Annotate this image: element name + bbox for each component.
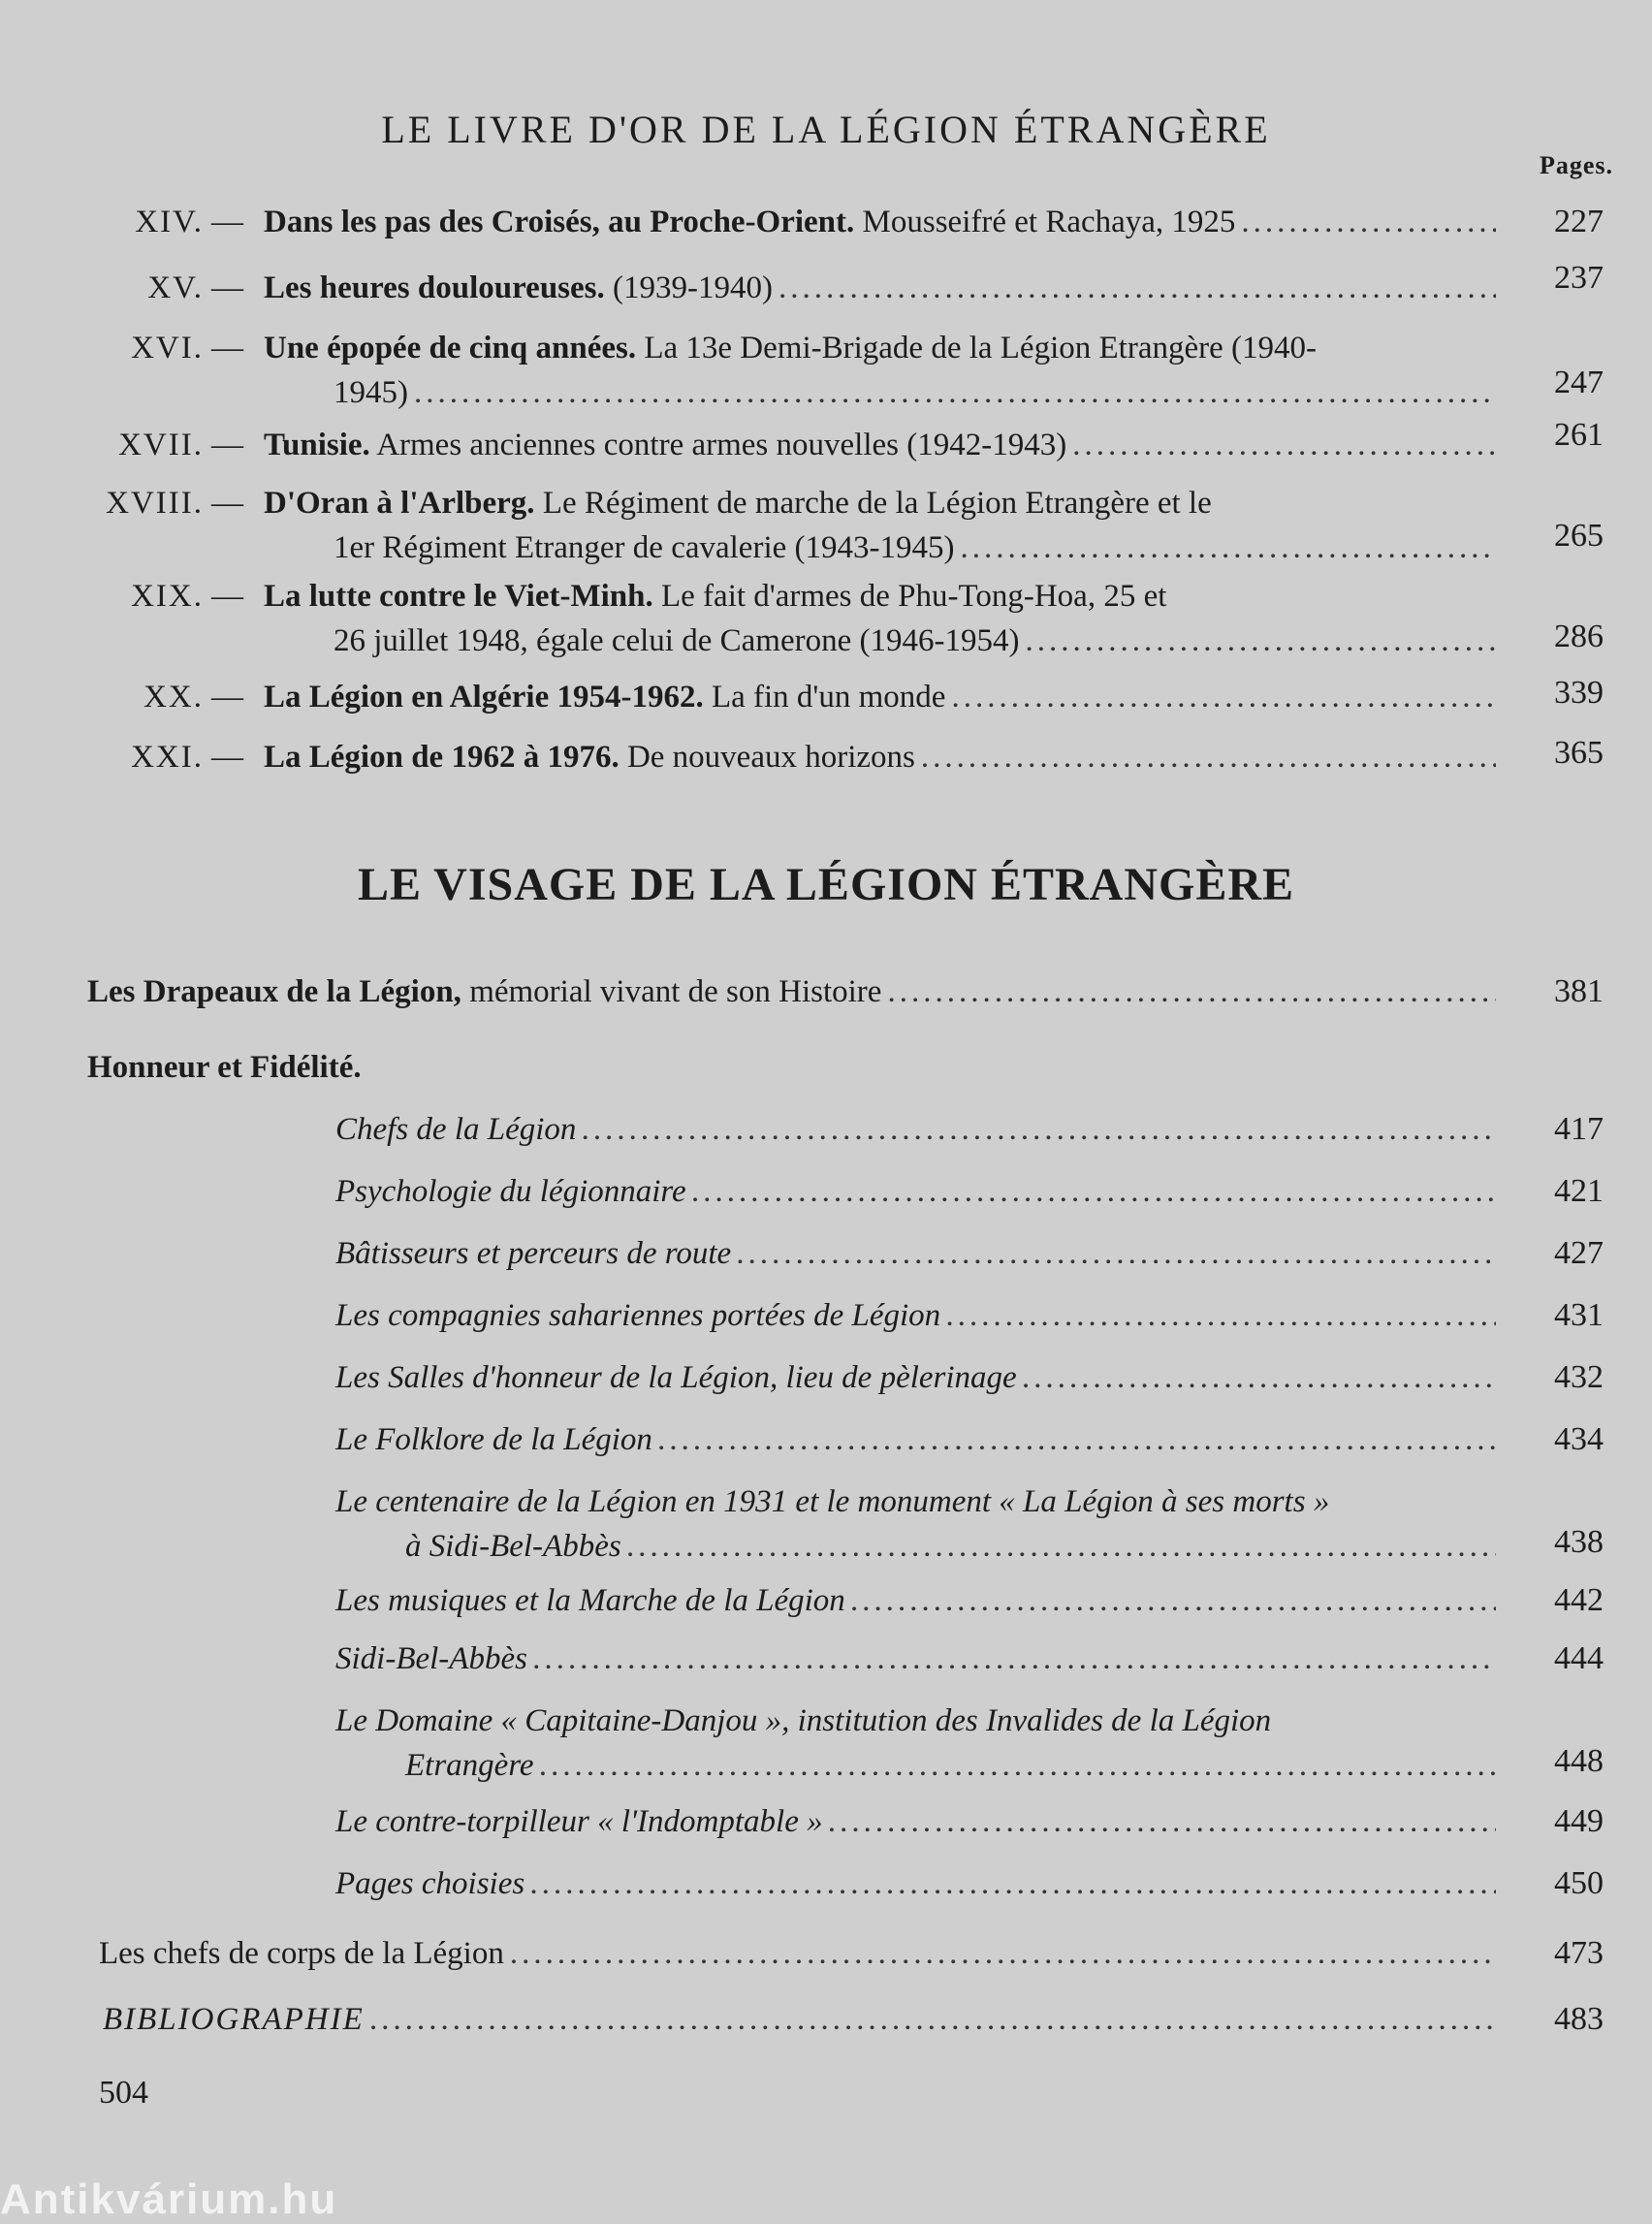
dot-leader [533, 1636, 1496, 1681]
chapter-subtitle: (1939-1940) [604, 270, 773, 305]
folio-page-number: 504 [99, 2075, 148, 2111]
em-dash: — [211, 331, 243, 365]
chapter-subtitle: Armes anciennes contre armes nouvelles (1942-1943) [369, 428, 1067, 462]
page-number: 442 [1554, 1582, 1604, 1618]
page-number: 438 [1554, 1524, 1604, 1560]
page-number: 365 [1554, 735, 1604, 771]
dot-leader [887, 969, 1496, 1014]
dot-leader [951, 675, 1496, 719]
page-number: 261 [1554, 417, 1604, 453]
chapter-number: XIV. [135, 205, 204, 239]
chapter-subtitle: Mousseifré et Rachaya, 1925 [854, 205, 1236, 239]
page-number: 431 [1554, 1297, 1604, 1333]
page-number: 449 [1554, 1803, 1604, 1839]
section-title: LE VISAGE DE LA LÉGION ÉTRANGÈRE [357, 859, 1295, 910]
chapter-title: Tunisie. [264, 428, 370, 462]
dot-leader [658, 1417, 1496, 1462]
entry-title: Pages choisies [335, 1866, 525, 1901]
em-dash: — [211, 270, 243, 305]
dot-leader [1072, 423, 1496, 467]
entry-title-cont: Etrangère [405, 1748, 534, 1783]
entry-title: Chefs de la Légion [335, 1112, 577, 1147]
chapter-subtitle: La 13e Demi-Brigade de la Légion Etrangère (1940- [636, 331, 1317, 365]
chapter-number: XVIII. [106, 486, 204, 521]
dot-leader [946, 1293, 1496, 1338]
entry-title-cont: à Sidi-Bel-Abbès [405, 1529, 621, 1564]
dot-leader [1025, 619, 1496, 663]
pages-column-label: Pages. [1539, 151, 1613, 179]
chapter-title: La Légion de 1962 à 1976. [264, 740, 620, 775]
dot-leader [627, 1524, 1496, 1569]
chapter-title: Les heures douloureuses. [264, 270, 605, 305]
chapter-subtitle: La fin d'un monde [703, 680, 946, 715]
em-dash: — [211, 740, 243, 775]
dot-leader [510, 1931, 1496, 1976]
page-number: 421 [1554, 1173, 1604, 1209]
dot-leader [851, 1578, 1496, 1623]
page-number: 417 [1554, 1111, 1604, 1147]
page-number: 237 [1554, 260, 1604, 296]
dot-leader [1023, 1355, 1496, 1400]
entry-title: Le contre-torpilleur « l'Indomptable » [335, 1804, 823, 1839]
dot-leader [530, 1861, 1496, 1906]
chapter-subtitle-cont: 26 juillet 1948, égale celui de Camerone (1946-1954) [334, 623, 1020, 658]
entry-title: Psychologie du légionnaire [335, 1174, 686, 1209]
dot-leader [370, 1997, 1496, 2042]
page-number: 444 [1554, 1640, 1604, 1676]
em-dash: — [211, 486, 243, 521]
page-number: 434 [1554, 1421, 1604, 1457]
heading-honneur: Honneur et Fidélité. [87, 1050, 362, 1085]
page-number: 286 [1554, 619, 1604, 654]
dot-leader [960, 525, 1496, 570]
page-number: 432 [1554, 1359, 1604, 1395]
chapter-subtitle-cont: 1945) [334, 375, 408, 410]
dot-leader [582, 1107, 1496, 1152]
page-number: 450 [1554, 1865, 1604, 1901]
watermark: Antikvárium.hu [0, 2176, 338, 2223]
dot-leader [692, 1169, 1496, 1214]
em-dash: — [211, 579, 243, 614]
page-number: 265 [1554, 518, 1604, 554]
em-dash: — [211, 205, 243, 239]
entry-title: Les compagnies sahariennes portées de Légion [335, 1298, 941, 1333]
chapter-number: XX. [143, 680, 204, 715]
dot-leader [829, 1799, 1496, 1844]
page-number: 427 [1554, 1235, 1604, 1271]
entry-title: Les Drapeaux de la Légion, [87, 974, 461, 1009]
em-dash: — [211, 428, 243, 462]
page-number: 483 [1554, 2001, 1604, 2037]
entry-subtitle: mémorial vivant de son Histoire [461, 974, 882, 1009]
chapter-title: La lutte contre le Viet-Minh. [264, 579, 653, 614]
dot-leader [921, 735, 1496, 779]
chapter-subtitle-cont: 1er Régiment Etranger de cavalerie (1943-1945) [334, 530, 955, 565]
entry-title: Le Domaine « Capitaine-Danjou », institution des Invalides de la Légion [335, 1703, 1272, 1738]
entry-title: Sidi-Bel-Abbès [335, 1641, 527, 1676]
entry-title: Le Folklore de la Légion [335, 1422, 652, 1457]
entry-title: Les Salles d'honneur de la Légion, lieu de pèlerinage [335, 1360, 1017, 1395]
em-dash: — [211, 680, 243, 715]
dot-leader [540, 1743, 1496, 1788]
chapter-title: La Légion en Algérie 1954-1962. [264, 680, 704, 715]
dot-leader [737, 1231, 1496, 1276]
entry-title: Bâtisseurs et perceurs de route [335, 1236, 732, 1271]
chapter-title: Dans les pas des Croisés, au Proche-Orient. [264, 205, 855, 239]
entry-title: Les musiques et la Marche de la Légion [335, 1583, 845, 1618]
chapter-number: XIX. [131, 579, 204, 614]
dot-leader [1241, 200, 1496, 244]
dot-leader [414, 370, 1496, 415]
page-number: 381 [1554, 973, 1604, 1009]
page-number: 247 [1554, 365, 1604, 400]
chapter-title: Une épopée de cinq années. [264, 331, 637, 365]
chapter-number: XVII. [118, 428, 204, 462]
chapter-subtitle: Le Régiment de marche de la Légion Etrangère et le [534, 486, 1212, 521]
entry-title: Le centenaire de la Légion en 1931 et le monument « La Légion à ses morts » [335, 1484, 1330, 1519]
chapter-subtitle: Le fait d'armes de Phu-Tong-Hoa, 25 et [652, 579, 1167, 614]
chapter-title: D'Oran à l'Arlberg. [264, 486, 535, 521]
page-number: 339 [1554, 675, 1604, 711]
chapter-number: XXI. [131, 740, 204, 775]
dot-leader [778, 266, 1496, 310]
chapter-subtitle: De nouveaux horizons [619, 740, 915, 775]
page-number: 448 [1554, 1743, 1604, 1779]
chapter-number: XVI. [131, 331, 204, 365]
page-number: 227 [1554, 204, 1604, 239]
running-head: LE LIVRE D'OR DE LA LÉGION ÉTRANGÈRE [381, 108, 1271, 151]
entry-title: Les chefs de corps de la Légion [99, 1936, 504, 1971]
entry-title: BIBLIOGRAPHIE [103, 2002, 365, 2037]
chapter-number: XV. [147, 270, 204, 305]
page-number: 473 [1554, 1935, 1604, 1971]
